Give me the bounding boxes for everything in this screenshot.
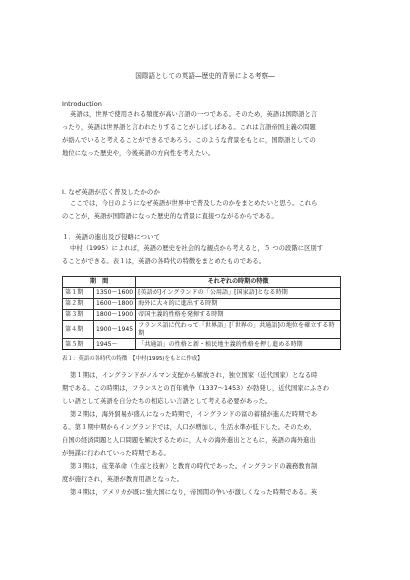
table-cell-feature: [英語が]イングランドの「公用語」[国家語]となる時期 — [136, 287, 341, 298]
subsection1-heading: １．英語の進出及び侵略について — [62, 233, 161, 241]
subsection1-line: 中村（1995）によれば，英語の歴史を社会的な観点から考えると，５ つの段階に区別す — [70, 245, 324, 252]
body-line: 第１期は，イングランドがノルマン支配から解放され，独立国家（近代国家）となる時 — [70, 372, 318, 379]
table-cell-years: 1600〜1800 — [94, 298, 136, 309]
table-cell-years: 1350〜1600 — [94, 287, 136, 298]
section1-line: のことが，英語が国際語になった歴史的な背景に直接つながるからである。 — [62, 213, 278, 220]
intro-line: 英語は，世界で使用される頻度が高い言語の一つである。そのため，英語は国際語と言 — [70, 111, 318, 118]
intro-line: 地位になった歴史や，今後英語の方向性を考えたい。 — [62, 150, 215, 157]
table-cell-feature: フランス語に代わって「世界語」[「世界の」共通語]の地位を確立する時期 — [136, 320, 341, 339]
table-cell-era: 第１期 — [63, 287, 94, 298]
intro-line: が絡んでいると考えることができるであろう。このような背景をもとに，国際語としての — [62, 137, 316, 144]
table-header-feature: それぞれの時期の特徴 — [136, 277, 341, 288]
table-row — [63, 339, 341, 350]
section1-heading: Ⅰ. なぜ英語が広く普及したかのか — [62, 188, 160, 196]
table-cell-feature: 「共通語」の性格と新・植民地主義的性格を押し進める時期 — [136, 339, 341, 350]
body-line: 度が施行され，英語が教育用語となった。 — [62, 476, 183, 483]
table-cell-era: 第４期 — [63, 320, 94, 339]
table-caption: 表１：英語の各時代の特徴 【中村(1995)をもとに作成】 — [62, 356, 203, 362]
body-line: る。第１期中期からイングランドでは，人口が増加し，生活水準が低下した。そのため， — [62, 424, 316, 431]
intro-heading: Introduction — [62, 100, 102, 108]
table-header-period: 期 間 — [63, 277, 136, 288]
document-title: 国際語としての英語―歴史的背景による考察― — [135, 72, 275, 80]
body-line: 自国の経済問題と人口問題を解決するために，人々の海外進出とともに，英語の海外進出 — [62, 437, 316, 444]
body-line: 第３期は，産業革命（生産と技術）と教育の時代であった。イングランドの義務教育制 — [70, 463, 318, 470]
table-cell-years: 1900〜1945 — [94, 320, 136, 339]
table-row — [63, 298, 341, 309]
table-header-row — [63, 277, 341, 288]
table-cell-feature: 海外に大々的に進出する時期 — [136, 298, 341, 309]
section1-line: ここでは，今日のようになぜ英語が世界中で普及したのかをまとめたいと思う。これら — [70, 200, 318, 207]
body-line: 第４期は，アメリカが既に強大国になり，帝国間の争いが激しくなった時期である。英 — [70, 489, 318, 496]
table-row — [63, 320, 341, 339]
table-row — [63, 309, 341, 320]
table-cell-era: 第５期 — [63, 339, 94, 350]
body-line: しい語として英語を自分たちの相応しい言語として考える必要があった。 — [62, 398, 272, 405]
table-cell-era: 第２期 — [63, 298, 94, 309]
subsection1-line: ることができる。表１は，英語の各時代の特徴をまとめたものである。 — [62, 258, 266, 265]
body-line: が無謀に行われていった時期である。 — [62, 450, 170, 457]
table-cell-years: 1945〜 — [94, 339, 136, 350]
intro-line: ったり，英語は世界語と言われたりすることがしばしばある。これは言語帝国主義の問題 — [62, 124, 316, 131]
table-row — [63, 287, 341, 298]
table-cell-years: 1800〜1900 — [94, 309, 136, 320]
body-line: 期である。この時期は，フランスとの百年戦争（1337〜1453）が勃発し，近代国家にふさわ — [62, 385, 330, 392]
table-cell-era: 第３期 — [63, 309, 94, 320]
table-cell-feature: 帝国主義的性格を発揮する時期 — [136, 309, 341, 320]
body-line: 第２期は，海外貿易が盛んになった時期で，イングランドの富の蓄積が進んだ時期であ — [70, 411, 318, 418]
era-table — [62, 276, 341, 350]
